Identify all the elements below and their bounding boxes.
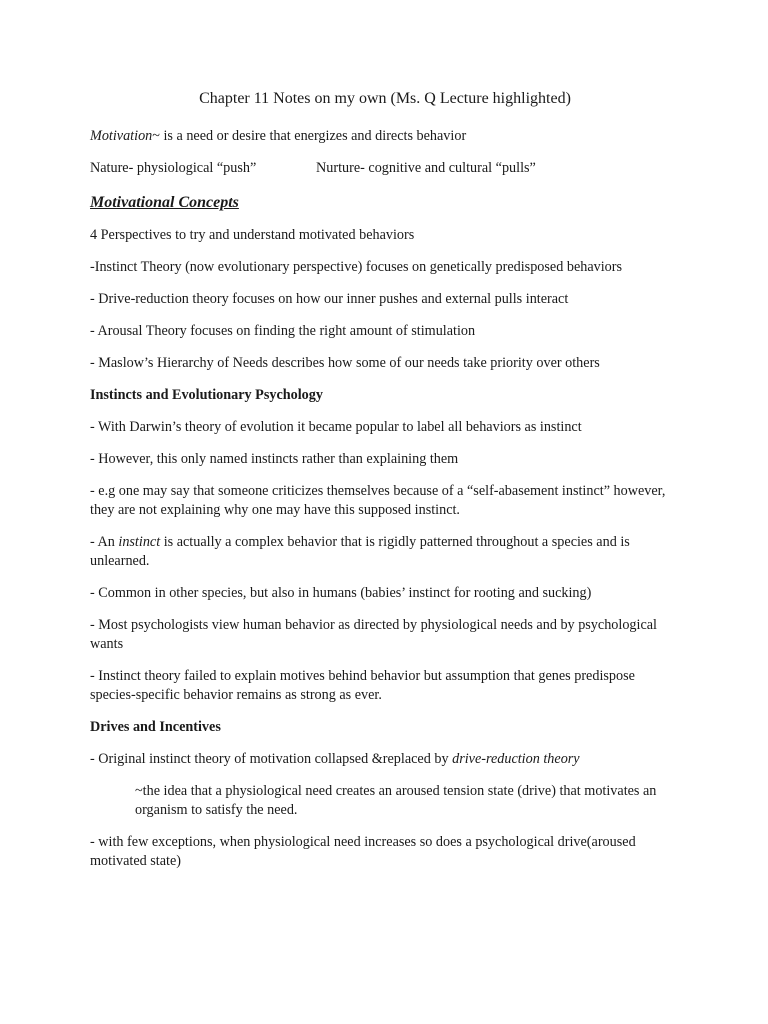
paragraph: - Common in other species, but also in humans (babies’ instinct for rooting and sucking): [90, 585, 592, 601]
paragraph: -Instinct Theory (now evolutionary perspective) focuses on genetically predisposed behaviors: [90, 259, 623, 275]
motivation-term: Motivation: [90, 128, 153, 144]
instinct-definition: [90, 533, 680, 571]
section-heading-instincts: Instincts and Evolutionary Psychology: [90, 387, 323, 403]
paragraph: - Instinct theory failed to explain motives behind behavior but assumption that genes predispose species-specific behavior remains as strong as ever.: [90, 668, 635, 703]
drive-reduction-prefix: - Original instinct theory of motivation collapsed &replaced by: [90, 751, 453, 767]
paragraph: - Most psychologists view human behavior as directed by physiological needs and by psychological wants: [90, 617, 657, 652]
drive-reduction-line: [90, 750, 680, 769]
paragraph: - e.g one may say that someone criticizes themselves because of a “self-abasement instinct” however, they are not explaining why one may have this supposed instinct.: [90, 483, 666, 518]
paragraph: - Maslow’s Hierarchy of Needs describes how some of our needs take priority over others: [90, 355, 600, 371]
instinct-text: is actually a complex behavior that is rigidly patterned throughout a species and is unlearned.: [90, 534, 630, 569]
instinct-prefix: - An: [90, 534, 119, 550]
nurture-text: Nurture- cognitive and cultural “pulls”: [316, 160, 536, 176]
paragraph: - With Darwin’s theory of evolution it became popular to label all behaviors as instinct: [90, 419, 582, 435]
paragraph: - Arousal Theory focuses on finding the right amount of stimulation: [90, 323, 476, 339]
drive-reduction-definition: ~the idea that a physiological need creates an aroused tension state (drive) that motivates an organism to satisfy the need.: [135, 783, 657, 818]
document-page: [90, 88, 680, 884]
paragraph: 4 Perspectives to try and understand motivated behaviors: [90, 227, 415, 243]
motivation-definition: [90, 127, 680, 146]
paragraph: - Drive-reduction theory focuses on how our inner pushes and external pulls interact: [90, 291, 569, 307]
paragraph: - with few exceptions, when physiological need increases so does a psychological drive(aroused motivated state): [90, 834, 636, 869]
nature-nurture-row: [90, 159, 680, 178]
drive-reduction-term: drive-reduction theory: [452, 751, 580, 767]
nature-text: Nature- physiological “push”: [90, 160, 257, 176]
page-title: Chapter 11 Notes on my own (Ms. Q Lecture highlighted): [199, 90, 571, 107]
section-heading-motivational-concepts: Motivational Concepts: [90, 194, 239, 211]
motivation-text: ~ is a need or desire that energizes and directs behavior: [152, 128, 467, 144]
section-heading-drives: Drives and Incentives: [90, 719, 221, 735]
paragraph: - However, this only named instincts rather than explaining them: [90, 451, 459, 467]
instinct-term: instinct: [118, 534, 161, 550]
